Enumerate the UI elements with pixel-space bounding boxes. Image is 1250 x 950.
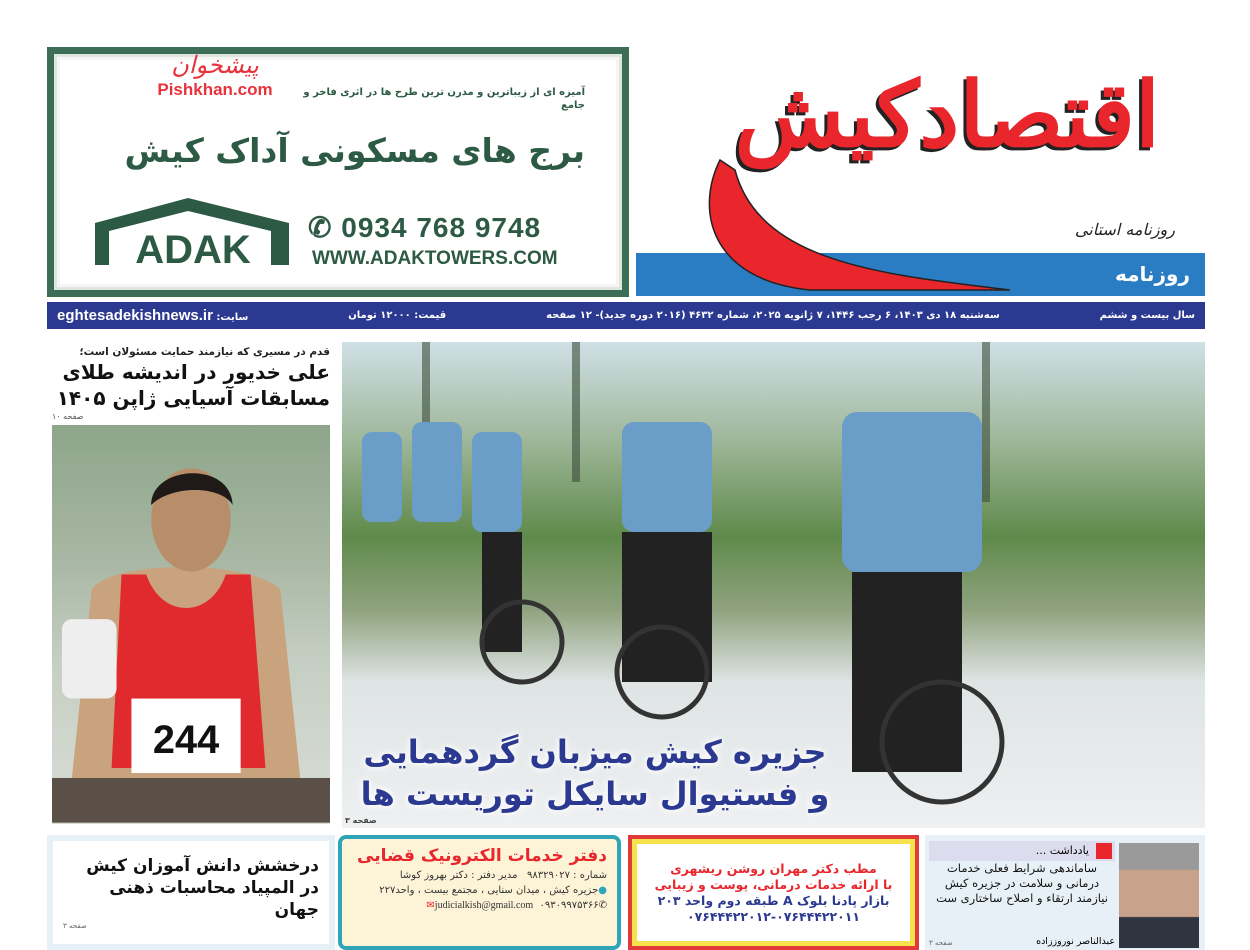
athlete-photo [52,425,330,824]
ad-phone [308,212,541,244]
judicial-address: جزیره کیش ، میدان سنایی ، مجتمع بیست ، واحد۲۲۷ [379,885,599,896]
judicial-email[interactable]: judicialkish@gmail.com [434,900,534,911]
judicial-manager: مدیر دفتر : دکتر بهروز کوشا [399,870,518,881]
student-page-ref: صفحه ۳ [63,921,87,930]
page-ref: صفحه ۱۰ [52,412,84,421]
phone-icon: ✆ [598,900,607,911]
story-kicker: قدم در مسیری که نیازمند حمایت مسئولان است؛ [79,346,330,358]
editorial-label [929,841,1115,861]
date-issue: سه‌شنبه ۱۸ دی ۱۴۰۳، ۶ رجب ۱۴۴۶، ۷ ژانویه ۲۰۲۵، شماره ۴۶۳۲ (۲۰۱۶ دوره جدید)- ۱۲ صفحه [546,310,1000,321]
editorial-label-text: یادداشت ... [1035,844,1089,857]
adak-brand: ADAK [135,228,251,268]
issue-info-bar [47,302,1205,329]
location-icon: ● [598,885,607,896]
clinic-phones: ۰۷۶۴۴۴۲۲۰۱۲-۰۷۶۴۴۴۲۲۰۱۱ [686,908,861,924]
story-headline-line2: مسابقات آسیایی ژاپن ۱۴۰۵ [56,386,330,410]
masthead-bar-label: روزنامه [1115,262,1190,286]
judicial-title: دفتر خدمات الکترونیک قضایی [357,846,607,866]
newspaper-title: اقتصادکیش [734,62,1160,168]
left-story[interactable] [47,342,335,828]
newspaper-subtitle: روزنامه استانی [1074,220,1175,239]
student-story[interactable] [47,835,335,950]
site-group [57,307,248,324]
judicial-phone: ۰۹۳۰۹۹۷۵۳۶۶ [539,900,599,911]
main-headline-line1: جزیره کیش میزبان گردهمایی [363,733,827,771]
ad-tagline: آمیزه ای از زیباترین و مدرن ترین طرح ها در اثری فاخر و جامع [303,87,585,111]
main-headline[interactable] [345,731,845,826]
phone-icon: ✆ [308,212,333,243]
editorial-note[interactable] [925,835,1205,950]
judicial-number: شماره : ۹۸۳۲۹۰۲۷ [527,870,607,881]
clinic-line1: مطب دکتر مهران روشن ریشهری [670,860,877,876]
student-headline-line1: درخشش دانش آموزان کیش [86,855,319,876]
bib-number: 244 [152,718,220,763]
year: سال بیست و ششم [1099,310,1195,321]
author-photo [1119,843,1199,948]
adak-logo [93,193,291,268]
editorial-line1: ساماندهی شرایط فعلی خدمات [946,861,1098,875]
clinic-address: بازار پادنا بلوک A طبقه دوم واحد ۲۰۳ [657,892,890,908]
editorial-author: عبدالناصر نوروززاده [1036,936,1115,947]
price: قیمت: ۱۲۰۰۰ تومان [348,310,447,321]
watermark-en: Pishkhan.com [157,80,273,99]
editorial-page-ref: صفحه ۳ [929,939,953,947]
judicial-services-ad[interactable] [338,835,621,950]
main-headline-line2: و فستیوال سایکل توریست ها [360,775,830,813]
note-icon [1096,843,1112,859]
clinic-ad[interactable] [628,835,919,950]
editorial-line2: درمانی و سلامت در جزیره کیش [944,876,1100,890]
clinic-line2: با ارائه خدمات درمانی، پوست و زیبایی [654,876,893,892]
watermark-fa: پیشخوان [171,51,259,79]
masthead-logo [640,40,1200,255]
story-headline-line1: علی خدیور در اندیشه طلای [62,360,330,384]
ad-phone-number: 0934 768 9748 [341,212,542,243]
ad-website: WWW.ADAKTOWERS.COM [312,248,558,269]
mail-icon: ✉ [426,900,435,911]
main-page-ref: صفحه ۳ [345,816,377,825]
pishkhan-watermark [150,50,280,100]
site-link[interactable]: eghtesadekishnews.ir [57,307,213,324]
editorial-line3: نیازمند ارتقاء و اصلاح ساختاری ست [936,891,1108,905]
site-label: سایت: [216,312,249,323]
editorial-text [929,841,1115,948]
ad-title: برج های مسکونی آداک کیش [124,131,585,170]
student-headline-line2: در المپیاد محاسبات ذهنی جهان [109,877,319,920]
